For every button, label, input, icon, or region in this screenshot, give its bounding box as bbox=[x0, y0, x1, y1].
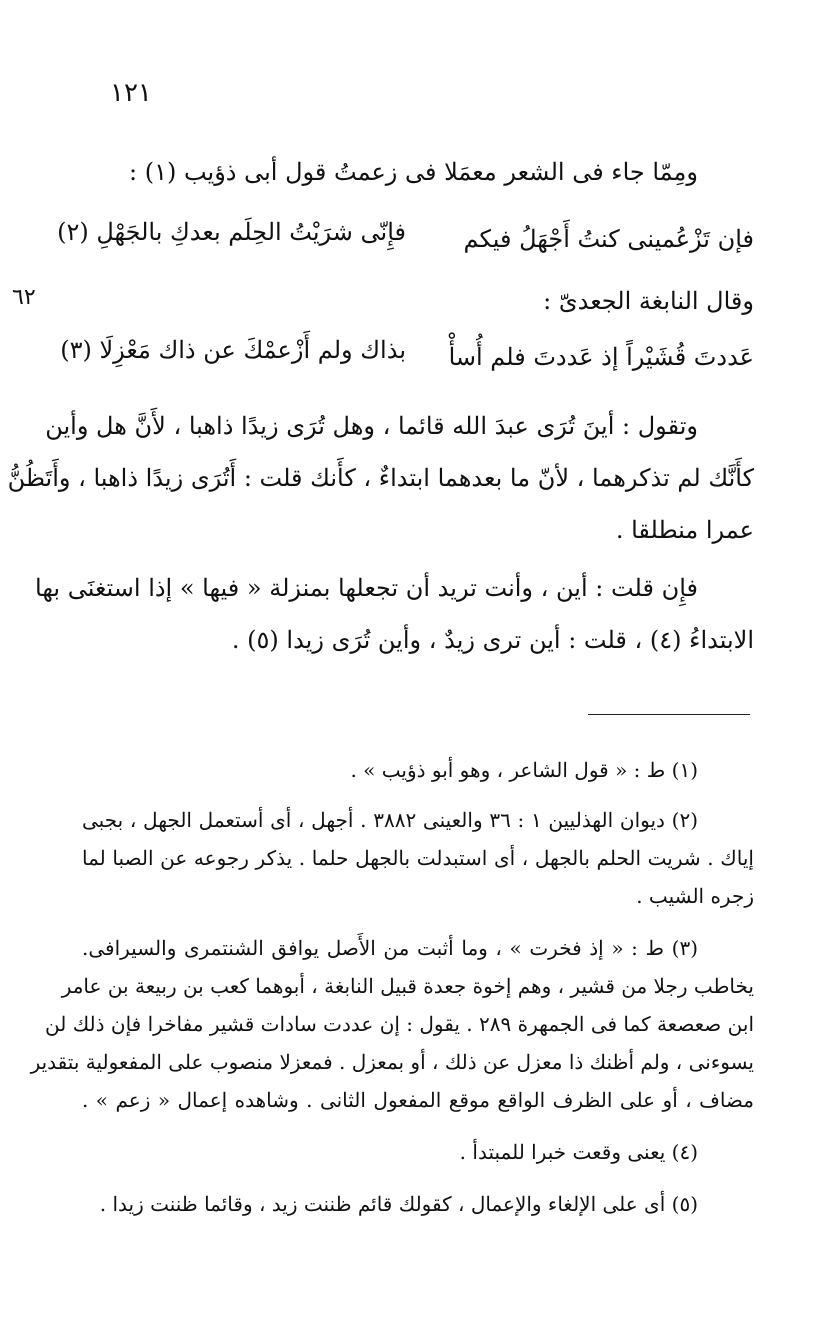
footnote-3-line1: (٣) ط : « إذ فخرت » ، وما أثبت من الأَصل يوافق الشنتمرى والسيرافى. bbox=[82, 936, 698, 960]
verse1-left-hemistich: فإِنّى شرَيْتُ الحِلَم بعدكِ بالجَهْلِ (٢) bbox=[57, 218, 406, 246]
footnote-4: (٤) يعنى وقعت خبرا للمبتدأ . bbox=[459, 1140, 698, 1164]
footnote-2-line1: (٢) ديوان الهذليين ١ : ٣٦ والعينى ٣٨٨٢ . أجهل ، أى أستعمل الجهل ، بجبى bbox=[82, 808, 699, 832]
footnote-3-line3: ابن صعصعة كما فى الجمهرة ٢٨٩ . يقول : إن عددت سادات قشير مفاخرا فإن ذلك لن bbox=[45, 1012, 754, 1036]
verse2-left-hemistich: بذاك ولم أَزْعمْكَ عن ذاك مَعْزِلَا (٣) bbox=[60, 336, 406, 364]
footnote-1: (١) ط : « قول الشاعر ، وهو أبو ذؤيب » . bbox=[350, 758, 698, 782]
nabigha-intro: وقال النابغة الجعدىّ : bbox=[543, 287, 754, 315]
page-number: ١٢١ bbox=[110, 78, 152, 108]
margin-number: ٦٢ bbox=[12, 285, 36, 310]
paragraph1-line3: عمرا منطلقا . bbox=[615, 516, 754, 544]
footnote-3-line4: يسوءنى ، ولم أظنك ذا معزل عن ذلك ، أو بمعزل . فمعزلا منصوب على المفعولية بتقدير bbox=[30, 1050, 754, 1074]
footnote-2-line2: إياك . شريت الحلم بالجهل ، أى استبدلت بالجهل حلما . يذكر رجوعه عن الصبا لما bbox=[82, 846, 754, 870]
footnote-2-line3: زجره الشيب . bbox=[636, 884, 754, 908]
paragraph1-line1: وتقول : أينَ تُرَى عبدَ الله قائما ، وهل تُرَى زيدًا ذاهبا ، لأَنَّ هل وأين bbox=[45, 412, 698, 440]
footnote-3-line5: مضاف ، أو على الظرف الواقع موقع المفعول الثانى . وشاهده إعمال « زعم » . bbox=[82, 1088, 754, 1112]
footnote-separator bbox=[588, 714, 750, 715]
paragraph1-line2: كأَنَّك لم تذكرهما ، لأنّ ما بعدهما ابتداءٌ ، كأَنك قلت : أَتُرَى زيدًا ذاهبا ، وأَتَظُنُّ bbox=[7, 464, 754, 492]
footnote-5: (٥) أى على الإلغاء والإعمال ، كقولك قائم ظننت زيد ، وقائما ظننت زيدا . bbox=[99, 1192, 698, 1216]
footnote-3-line2: يخاطب رجلا من قشير ، وهم إخوة جعدة قبيل النابغة ، أبوهما كعب بن ربيعة بن عامر bbox=[61, 974, 754, 998]
verse1-right-hemistich: فإن تَزْعُمينى كنتُ أَجْهَلُ فيكم bbox=[463, 225, 754, 253]
intro-line: ومِمّا جاء فى الشعر معمَلا فى زعمتُ قول أبى ذؤيب (١) : bbox=[128, 158, 698, 186]
paragraph2-line1: فإِن قلت : أين ، وأنت تريد أن تجعلها بمنزلة « فيها » إذا استغنَى بها bbox=[35, 574, 698, 602]
paragraph2-line2: الابتداءُ (٤) ، قلت : أين ترى زيدٌ ، وأين تُرَى زيدا (٥) . bbox=[231, 626, 754, 654]
verse2-right-hemistich: عَددتَ قُشَيْراً إذ عَددتَ فلم أُسأْ bbox=[448, 343, 754, 371]
